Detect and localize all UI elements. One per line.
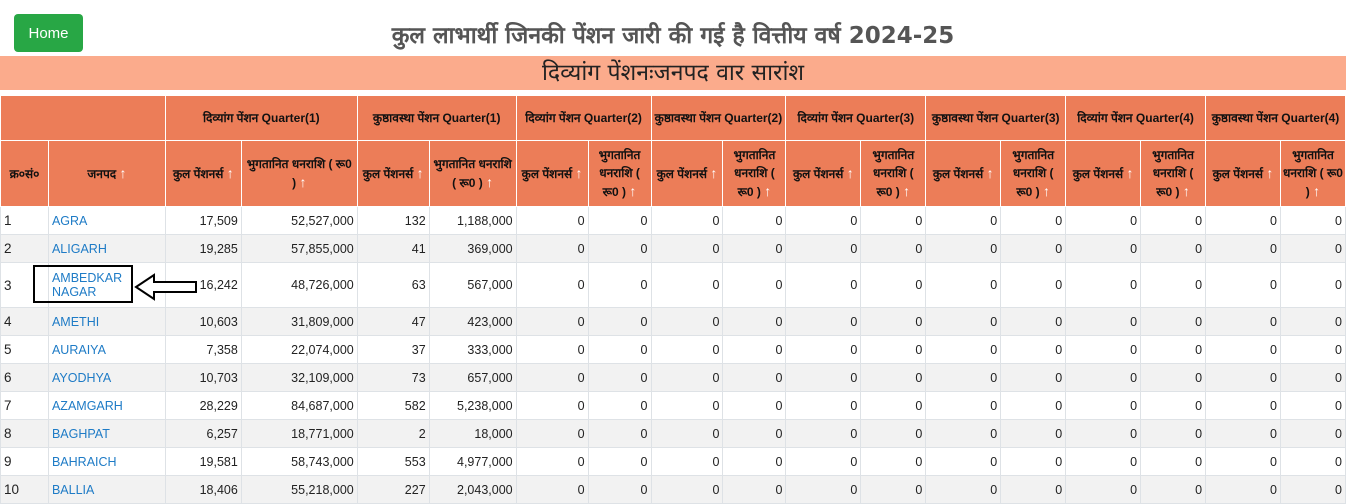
value-cell: 37: [357, 336, 429, 364]
group-header-2: कुष्ठावस्था पेंशन Quarter(1): [357, 96, 516, 141]
value-cell: 18,771,000: [241, 420, 357, 448]
col-serial-label: क्र०सं०: [9, 166, 40, 181]
value-cell: 0: [1206, 235, 1281, 263]
value-cell: 0: [1206, 448, 1281, 476]
value-cell: 10,703: [165, 364, 241, 392]
col-pensioners-label: कुल पेंशनर्स: [792, 167, 844, 181]
value-cell: 0: [723, 235, 786, 263]
col-pensioners-q6[interactable]: [926, 141, 1001, 207]
value-cell: 0: [1141, 392, 1206, 420]
value-cell: 0: [588, 420, 651, 448]
value-cell: 0: [786, 336, 861, 364]
sort-arrow-icon[interactable]: ↑: [119, 165, 127, 181]
value-cell: 0: [723, 364, 786, 392]
value-cell: 0: [588, 392, 651, 420]
value-cell: 0: [651, 308, 723, 336]
value-cell: 0: [516, 364, 588, 392]
page-title-text: कुल लाभार्थी जिनकी पेंशन जारी की गई है वित्तीय वर्ष 2024-25: [391, 23, 955, 49]
value-cell: 0: [1280, 392, 1345, 420]
value-cell: 0: [516, 476, 588, 504]
value-cell: 0: [651, 207, 723, 235]
value-cell: 0: [588, 263, 651, 308]
value-cell: 7,358: [165, 336, 241, 364]
value-cell: 0: [723, 308, 786, 336]
col-amount-label: भुगतानित धनराशि ( रू0 ): [598, 148, 641, 199]
value-cell: 0: [1141, 448, 1206, 476]
sort-arrow-icon[interactable]: ↑: [629, 183, 637, 199]
value-cell: 0: [786, 364, 861, 392]
value-cell: 47: [357, 308, 429, 336]
col-pensioners-label: कुल पेंशनर्स: [172, 167, 224, 181]
value-cell: 567,000: [429, 263, 516, 308]
col-amount-q3[interactable]: [588, 141, 651, 207]
value-cell: 0: [723, 476, 786, 504]
district-cell: [48, 336, 165, 364]
value-cell: 0: [861, 207, 926, 235]
col-pensioners-q8[interactable]: [1206, 141, 1281, 207]
district-cell: [48, 420, 165, 448]
value-cell: 0: [1141, 336, 1206, 364]
value-cell: 0: [1280, 420, 1345, 448]
value-cell: 0: [1141, 420, 1206, 448]
value-cell: 0: [1280, 263, 1345, 308]
district-link[interactable]: AGRA: [51, 213, 88, 228]
col-amount-label: भुगतानित धनराशि ( रू0 ): [872, 148, 915, 199]
col-pensioners-q5[interactable]: [786, 141, 861, 207]
value-cell: 0: [1001, 308, 1066, 336]
value-cell: 0: [723, 392, 786, 420]
value-cell: 0: [723, 263, 786, 308]
value-cell: 0: [1066, 420, 1141, 448]
value-cell: 0: [1206, 336, 1281, 364]
header-blank: [1, 96, 166, 141]
value-cell: 0: [1280, 207, 1345, 235]
group-header-8: कुष्ठावस्था पेंशन Quarter(4): [1206, 96, 1346, 141]
table-row: [1, 392, 1346, 420]
value-cell: 0: [926, 364, 1001, 392]
value-cell: 0: [1001, 207, 1066, 235]
value-cell: 0: [1066, 448, 1141, 476]
value-cell: 84,687,000: [241, 392, 357, 420]
value-cell: 18,406: [165, 476, 241, 504]
col-amount-q8[interactable]: [1280, 141, 1345, 207]
col-amount-label: भुगतानित धनराशि ( रू0 ): [1282, 148, 1343, 199]
value-cell: 0: [786, 392, 861, 420]
value-cell: 0: [588, 364, 651, 392]
value-cell: 0: [1066, 235, 1141, 263]
value-cell: 369,000: [429, 235, 516, 263]
value-cell: 0: [1141, 308, 1206, 336]
value-cell: 553: [357, 448, 429, 476]
district-link[interactable]: ALIGARH: [51, 241, 107, 256]
value-cell: 19,285: [165, 235, 241, 263]
col-amount-label: भुगतानित धनराशि ( रू0 ): [733, 148, 776, 199]
value-cell: 0: [1001, 263, 1066, 308]
sort-arrow-icon[interactable]: ↑: [1043, 183, 1050, 199]
value-cell: 0: [861, 235, 926, 263]
value-cell: 0: [926, 476, 1001, 504]
district-cell: [48, 235, 165, 263]
col-serial: [1, 141, 49, 207]
value-cell: 0: [516, 448, 588, 476]
table-row: [1, 207, 1346, 235]
value-cell: 0: [926, 420, 1001, 448]
value-cell: 57,855,000: [241, 235, 357, 263]
district-link[interactable]: AZAMGARH: [51, 398, 123, 413]
value-cell: 0: [1280, 448, 1345, 476]
value-cell: 0: [1001, 420, 1066, 448]
serial-cell: 5: [1, 336, 49, 364]
home-button[interactable]: Home: [14, 14, 83, 52]
value-cell: 0: [861, 263, 926, 308]
value-cell: 0: [651, 476, 723, 504]
value-cell: 0: [1280, 364, 1345, 392]
value-cell: 52,527,000: [241, 207, 357, 235]
value-cell: 227: [357, 476, 429, 504]
sort-arrow-icon[interactable]: ↑: [903, 183, 911, 199]
value-cell: 6,257: [165, 420, 241, 448]
table-row: [1, 420, 1346, 448]
value-cell: 0: [926, 207, 1001, 235]
serial-cell: 4: [1, 308, 49, 336]
value-cell: 0: [786, 263, 861, 308]
value-cell: 0: [786, 207, 861, 235]
table-row: [1, 308, 1346, 336]
value-cell: 0: [1001, 364, 1066, 392]
district-cell: [48, 392, 165, 420]
value-cell: 0: [1206, 207, 1281, 235]
value-cell: 0: [1066, 263, 1141, 308]
value-cell: 0: [588, 235, 651, 263]
table-row: [1, 448, 1346, 476]
value-cell: 657,000: [429, 364, 516, 392]
value-cell: 0: [1001, 336, 1066, 364]
value-cell: 58,743,000: [241, 448, 357, 476]
value-cell: 31,809,000: [241, 308, 357, 336]
sort-arrow-icon[interactable]: ↑: [299, 174, 307, 190]
value-cell: 0: [516, 336, 588, 364]
value-cell: 0: [861, 392, 926, 420]
col-pensioners-label: कुल पेंशनर्स: [521, 167, 573, 181]
value-cell: 0: [926, 263, 1001, 308]
value-cell: 16,242: [165, 263, 241, 308]
col-pensioners-q4[interactable]: [651, 141, 723, 207]
value-cell: 0: [1066, 364, 1141, 392]
sort-arrow-icon[interactable]: ↑: [1182, 183, 1190, 199]
value-cell: 32,109,000: [241, 364, 357, 392]
value-cell: 0: [651, 336, 723, 364]
value-cell: 10,603: [165, 308, 241, 336]
value-cell: 132: [357, 207, 429, 235]
value-cell: 0: [1001, 392, 1066, 420]
left-arrow-icon: [134, 273, 198, 301]
value-cell: 0: [651, 364, 723, 392]
value-cell: 0: [1001, 448, 1066, 476]
value-cell: 63: [357, 263, 429, 308]
value-cell: 0: [1280, 476, 1345, 504]
sort-arrow-icon[interactable]: ↑: [710, 165, 718, 181]
district-link[interactable]: AYODHYA: [51, 370, 112, 385]
col-district-label: जनपद: [87, 167, 117, 181]
value-cell: 0: [786, 235, 861, 263]
sort-arrow-icon[interactable]: ↑: [764, 183, 772, 199]
value-cell: 0: [1001, 235, 1066, 263]
value-cell: 0: [861, 448, 926, 476]
value-cell: 0: [786, 420, 861, 448]
value-cell: 0: [723, 448, 786, 476]
district-cell: [48, 476, 165, 504]
summary-table: [0, 95, 1346, 504]
value-cell: 0: [516, 235, 588, 263]
value-cell: 0: [1206, 392, 1281, 420]
district-link[interactable]: BAHRAICH: [51, 454, 117, 469]
district-link[interactable]: AURAIYA: [51, 342, 106, 357]
value-cell: 0: [926, 336, 1001, 364]
value-cell: 0: [651, 263, 723, 308]
value-cell: 48,726,000: [241, 263, 357, 308]
value-cell: 0: [588, 308, 651, 336]
value-cell: 0: [516, 420, 588, 448]
table-row: [1, 336, 1346, 364]
table-row: [1, 263, 1346, 308]
value-cell: 0: [588, 336, 651, 364]
value-cell: 423,000: [429, 308, 516, 336]
report-subtitle: दिव्यांग पेंशनःजनपद वार सारांश: [0, 56, 1346, 90]
value-cell: 0: [1206, 364, 1281, 392]
value-cell: 41: [357, 235, 429, 263]
value-cell: 4,977,000: [429, 448, 516, 476]
value-cell: 0: [1066, 207, 1141, 235]
col-pensioners-q7[interactable]: [1066, 141, 1141, 207]
col-amount-label: भुगतानित धनराशि ( रू0 ): [433, 157, 512, 190]
col-pensioners-label: कुल पेंशनर्स: [656, 167, 707, 181]
col-pensioners-q3[interactable]: [516, 141, 588, 207]
value-cell: 0: [1280, 336, 1345, 364]
value-cell: 0: [786, 448, 861, 476]
value-cell: 0: [1066, 476, 1141, 504]
value-cell: 0: [1280, 308, 1345, 336]
value-cell: 0: [1141, 263, 1206, 308]
district-link[interactable]: BALLIA: [51, 482, 95, 497]
col-pensioners-q2[interactable]: [357, 141, 429, 207]
district-link[interactable]: BAGHPAT: [51, 426, 110, 441]
district-cell: [48, 308, 165, 336]
value-cell: 0: [861, 308, 926, 336]
value-cell: 0: [516, 392, 588, 420]
value-cell: 0: [1206, 308, 1281, 336]
value-cell: 0: [1066, 336, 1141, 364]
serial-cell: 3: [1, 263, 49, 308]
value-cell: 0: [861, 364, 926, 392]
value-cell: 0: [651, 235, 723, 263]
col-district[interactable]: [48, 141, 165, 207]
value-cell: 0: [723, 420, 786, 448]
serial-cell: 6: [1, 364, 49, 392]
serial-cell: 7: [1, 392, 49, 420]
col-pensioners-label: कुल पेंशनर्स: [1072, 167, 1124, 181]
value-cell: 22,074,000: [241, 336, 357, 364]
value-cell: 0: [588, 476, 651, 504]
value-cell: 0: [1206, 476, 1281, 504]
district-cell: [48, 207, 165, 235]
value-cell: 0: [786, 476, 861, 504]
value-cell: 18,000: [429, 420, 516, 448]
value-cell: 0: [1066, 308, 1141, 336]
value-cell: 0: [861, 336, 926, 364]
group-header-5: दिव्यांग पेंशन Quarter(3): [786, 96, 926, 141]
col-amount-q1[interactable]: [241, 141, 357, 207]
table-row: [1, 364, 1346, 392]
value-cell: 1,188,000: [429, 207, 516, 235]
value-cell: 0: [861, 476, 926, 504]
district-link[interactable]: AMBEDKAR NAGAR: [51, 271, 123, 299]
value-cell: 0: [516, 207, 588, 235]
col-amount-q2[interactable]: [429, 141, 516, 207]
value-cell: 333,000: [429, 336, 516, 364]
value-cell: 0: [1206, 263, 1281, 308]
value-cell: 0: [516, 308, 588, 336]
value-cell: 0: [786, 308, 861, 336]
value-cell: 0: [861, 420, 926, 448]
value-cell: 55,218,000: [241, 476, 357, 504]
group-header-4: कुष्ठावस्था पेंशन Quarter(2): [651, 96, 786, 141]
value-cell: 19,581: [165, 448, 241, 476]
value-cell: 0: [1066, 392, 1141, 420]
sort-arrow-icon[interactable]: ↑: [1126, 165, 1134, 181]
value-cell: 28,229: [165, 392, 241, 420]
col-pensioners-label: कुल पेंशनर्स: [1212, 167, 1264, 181]
sort-arrow-icon[interactable]: ↑: [986, 165, 994, 181]
group-header-3: दिव्यांग पेंशन Quarter(2): [516, 96, 651, 141]
sort-arrow-icon[interactable]: ↑: [226, 165, 234, 181]
group-header-1: दिव्यांग पेंशन Quarter(1): [165, 96, 357, 141]
serial-cell: 10: [1, 476, 49, 504]
value-cell: 2,043,000: [429, 476, 516, 504]
district-cell: [48, 448, 165, 476]
value-cell: 0: [1001, 476, 1066, 504]
district-link[interactable]: AMETHI: [51, 314, 100, 329]
value-cell: 0: [1141, 235, 1206, 263]
value-cell: 0: [651, 448, 723, 476]
col-amount-label: भुगतानित धनराशि ( रू0 ): [246, 157, 352, 190]
col-amount-q5[interactable]: [861, 141, 926, 207]
value-cell: 0: [1141, 364, 1206, 392]
value-cell: 0: [926, 392, 1001, 420]
value-cell: 0: [723, 336, 786, 364]
value-cell: 0: [723, 207, 786, 235]
sort-arrow-icon[interactable]: ↑: [846, 165, 854, 181]
sort-arrow-icon[interactable]: ↑: [575, 165, 583, 181]
table-row: [1, 235, 1346, 263]
value-cell: 0: [651, 420, 723, 448]
sort-arrow-icon[interactable]: ↑: [416, 165, 424, 181]
page-title: [0, 18, 1346, 50]
value-cell: 582: [357, 392, 429, 420]
col-amount-label: भुगतानित धनराशि ( रू0 ): [1152, 148, 1194, 199]
value-cell: 17,509: [165, 207, 241, 235]
col-pensioners-label: कुल पेंशनर्स: [362, 167, 414, 181]
sort-arrow-icon[interactable]: ↑: [486, 174, 494, 190]
col-amount-q7[interactable]: [1141, 141, 1206, 207]
group-header-7: दिव्यांग पेंशन Quarter(4): [1066, 96, 1206, 141]
value-cell: 0: [588, 448, 651, 476]
serial-cell: 1: [1, 207, 49, 235]
col-amount-q4[interactable]: [723, 141, 786, 207]
district-cell: [48, 364, 165, 392]
value-cell: 0: [588, 207, 651, 235]
serial-cell: 8: [1, 420, 49, 448]
table-row: [1, 476, 1346, 504]
serial-cell: 2: [1, 235, 49, 263]
value-cell: 2: [357, 420, 429, 448]
serial-cell: 9: [1, 448, 49, 476]
value-cell: 73: [357, 364, 429, 392]
value-cell: 0: [926, 448, 1001, 476]
col-amount-label: भुगतानित धनराशि ( रू0 ): [1012, 148, 1055, 199]
col-pensioners-label: कुल पेंशनर्स: [932, 167, 984, 181]
value-cell: 0: [1280, 235, 1345, 263]
value-cell: 0: [1141, 207, 1206, 235]
value-cell: 0: [1141, 476, 1206, 504]
group-header-6: कुष्ठावस्था पेंशन Quarter(3): [926, 96, 1066, 141]
col-pensioners-q1[interactable]: [165, 141, 241, 207]
value-cell: 0: [516, 263, 588, 308]
value-cell: 0: [1206, 420, 1281, 448]
sort-arrow-icon[interactable]: ↑: [1266, 165, 1274, 181]
value-cell: 0: [926, 235, 1001, 263]
value-cell: 0: [651, 392, 723, 420]
value-cell: 5,238,000: [429, 392, 516, 420]
sort-arrow-icon[interactable]: ↑: [1313, 183, 1321, 199]
value-cell: 0: [926, 308, 1001, 336]
col-amount-q6[interactable]: [1001, 141, 1066, 207]
